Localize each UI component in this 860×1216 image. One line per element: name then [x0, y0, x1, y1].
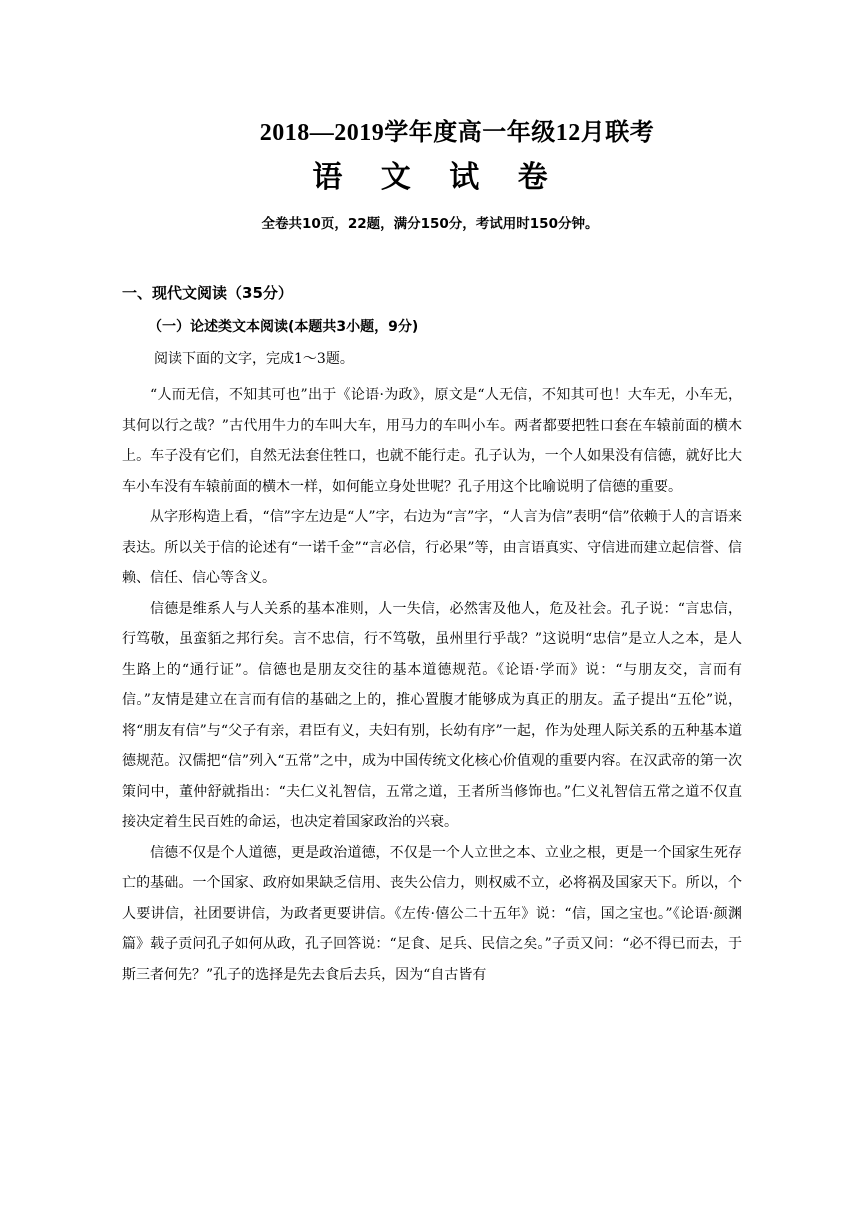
subject-title: 语 文 试 卷 [312, 160, 562, 195]
reading-passage [122, 380, 742, 990]
passage-paragraph-2: 从字形构造上看，“信”字左边是“人”字，右边为“言”字，“人言为信”表明“信”依赖于人的言语来表达。所以关于信的论述有“一诺千金”“言必信，行必果”等，由言语真实、守信进而建立起信誉、信赖、信任、信心等含义。 [122, 509, 742, 586]
passage-paragraph-1: “人而无信，不知其可也”出于《论语·为政》，原文是“人无信，不知其可也！大车无，小车无，其何以行之哉？”古代用牛力的车叫大车，用马力的车叫小车。两者都要把牲口套在车辕前面的横木上。车子没有它们，自然无法套住牲口，也就不能行走。孔子认为，一个人如果没有信德，就好比大车小车没有车辕前面的横木一样，如何能立身处世呢？孔子用这个比喻说明了信德的重要。 [122, 387, 742, 495]
reading-instruction: 阅读下面的文字，完成1～3题。 [154, 351, 354, 367]
section-title: 一、现代文阅读（35分） [122, 284, 293, 302]
exam-note: 全卷共10页，22题，满分150分，考试用时150分钟。 [261, 216, 599, 232]
passage-paragraph-4: 信德不仅是个人道德，更是政治道德，不仅是一个人立世之本、立业之根，更是一个国家生死存亡的基础。一个国家、政府如果缺乏信用、丧失公信力，则权威不立，必将祸及国家天下。所以，个人要讲信，社团要讲信，为政者更要讲信。《左传·僖公二十五年》说：“信，国之宝也。”《论语·颜渊篇》载子贡问孔子如何从政，孔子回答说：“足食、足兵、民信之矣。”子贡又问：“必不得已而去，于斯三者何先？”孔子的选择是先去食后去兵，因为“自古皆有 [122, 844, 742, 983]
exam-title: 2018—2019学年度高一年级12月联考 [259, 120, 655, 146]
subsection-title: （一）论述类文本阅读(本题共3小题，9分) [148, 319, 419, 335]
passage-paragraph-3: 信德是维系人与人关系的基本准则，人一失信，必然害及他人，危及社会。孔子说：“言忠信，行笃敬，虽蛮貊之邦行矣。言不忠信，行不笃敬，虽州里行乎哉？”这说明“忠信”是立人之本，是人生路上的“通行证”。信德也是朋友交往的基本道德规范。《论语·学而》说：“与朋友交，言而有信。”友情是建立在言而有信的基础之上的，推心置腹才能够成为真正的朋友。孟子提出“五伦”说，将“朋友有信”与“父子有亲，君臣有义，夫妇有别，长幼有序”一起，作为处理人际关系的五种基本道德规范。汉儒把“信”列入“五常”之中，成为中国传统文化核心价值观的重要内容。在汉武帝的第一次策问中，董仲舒就指出：“夫仁义礼智信，五常之道，王者所当修饰也。”仁义礼智信五常之道不仅直接决定着生民百姓的命运，也决定着国家政治的兴衰。 [122, 600, 742, 830]
